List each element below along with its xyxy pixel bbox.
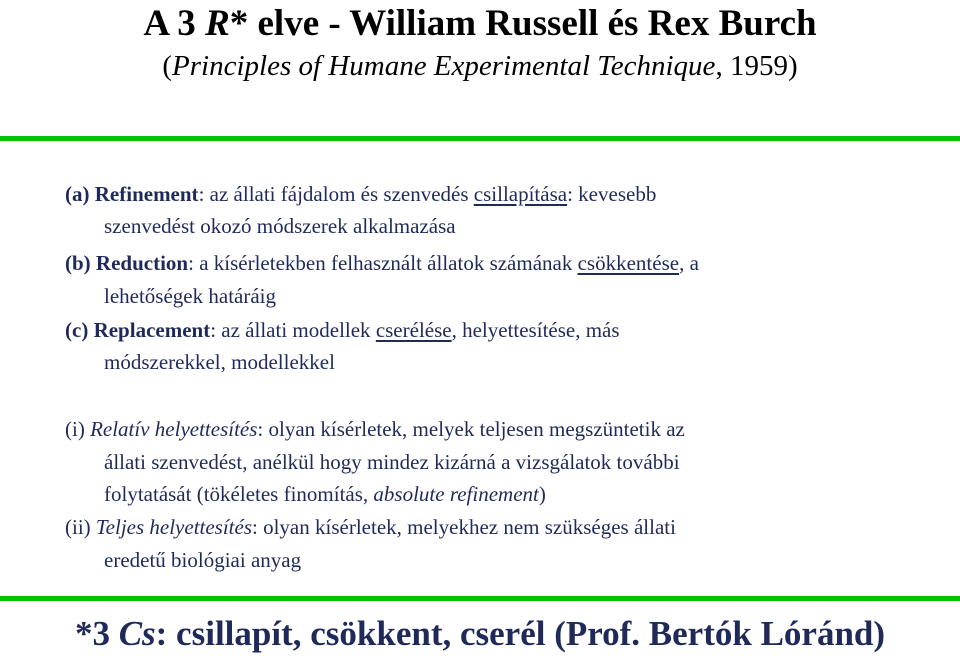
item-i-text3-italic: absolute refinement	[373, 482, 539, 506]
item-i-line3	[104, 482, 546, 507]
item-ii-line1	[65, 515, 676, 540]
item-ii-text1: : olyan kísérletek, melyekhez nem szükséges állati	[252, 515, 676, 539]
title-suffix: * elve - William Russell és Rex Burch	[229, 3, 817, 44]
item-a-line2: szenvedést okozó módszerek alkalmazása	[104, 214, 456, 238]
top-rule	[0, 136, 960, 141]
item-c-text1: : az állati modellek	[210, 318, 376, 342]
item-c-line2: módszerekkel, modellekkel	[104, 350, 335, 374]
item-a-line1	[65, 182, 656, 207]
item-b-underlined: csökkentése	[577, 251, 680, 275]
item-c-text2: , helyettesítése, más	[451, 318, 620, 342]
footer-note	[0, 614, 960, 654]
item-ii-marker: (ii)	[65, 515, 96, 539]
item-a-text1: : az állati fájdalom és szenvedés	[198, 182, 474, 206]
bottom-rule	[0, 596, 960, 601]
item-b-marker: (b)	[65, 251, 96, 275]
slide-title	[0, 2, 960, 45]
subtitle-book: Principles of Humane Experimental Technique	[172, 50, 716, 82]
item-ii-line2: eredetű biológiai anyag	[104, 548, 302, 572]
item-c-marker: (c)	[65, 318, 94, 342]
item-b-line1	[65, 251, 699, 276]
subtitle-year: , 1959)	[715, 50, 798, 82]
item-a-text2: : kevesebb	[567, 182, 657, 206]
item-i-text3b: )	[538, 482, 546, 506]
item-b-text1: : a kísérletekben felhasznált állatok számának	[188, 251, 578, 275]
item-i-line1	[65, 417, 685, 442]
subtitle-open: (	[162, 50, 173, 82]
item-b-line2: lehetőségek határáig	[104, 284, 276, 308]
footer-text: : csillapít, csökkent, cserél (Prof. Bertók Lóránd)	[155, 614, 886, 653]
item-i-text1: : olyan kísérletek, melyek teljesen megszüntetik az	[257, 417, 685, 441]
item-b-text2: , a	[679, 251, 699, 275]
item-i-marker: (i)	[65, 417, 91, 441]
item-a-underlined: csillapítása	[473, 182, 568, 206]
item-a-term: Refinement	[94, 182, 199, 206]
item-ii-term: Teljes helyettesítés	[95, 515, 253, 539]
item-c-term: Replacement	[93, 318, 211, 342]
item-i-line2: állati szenvedést, anélkül hogy mindez kizárná a vizsgálatok további	[104, 450, 680, 474]
item-c-underlined: cserélése	[375, 318, 452, 342]
title-r: R	[205, 3, 230, 44]
item-c-line1	[65, 318, 620, 343]
item-b-term: Reduction	[95, 251, 189, 275]
item-a-marker: (a)	[65, 182, 95, 206]
slide-subtitle	[0, 50, 960, 83]
footer-star: *3	[74, 614, 119, 653]
title-prefix: A 3	[143, 3, 206, 44]
item-i-text3a: folytatását (tökéletes finomítás,	[104, 482, 374, 506]
footer-cs: Cs	[118, 614, 156, 653]
item-i-term: Relatív helyettesítés	[90, 417, 258, 441]
